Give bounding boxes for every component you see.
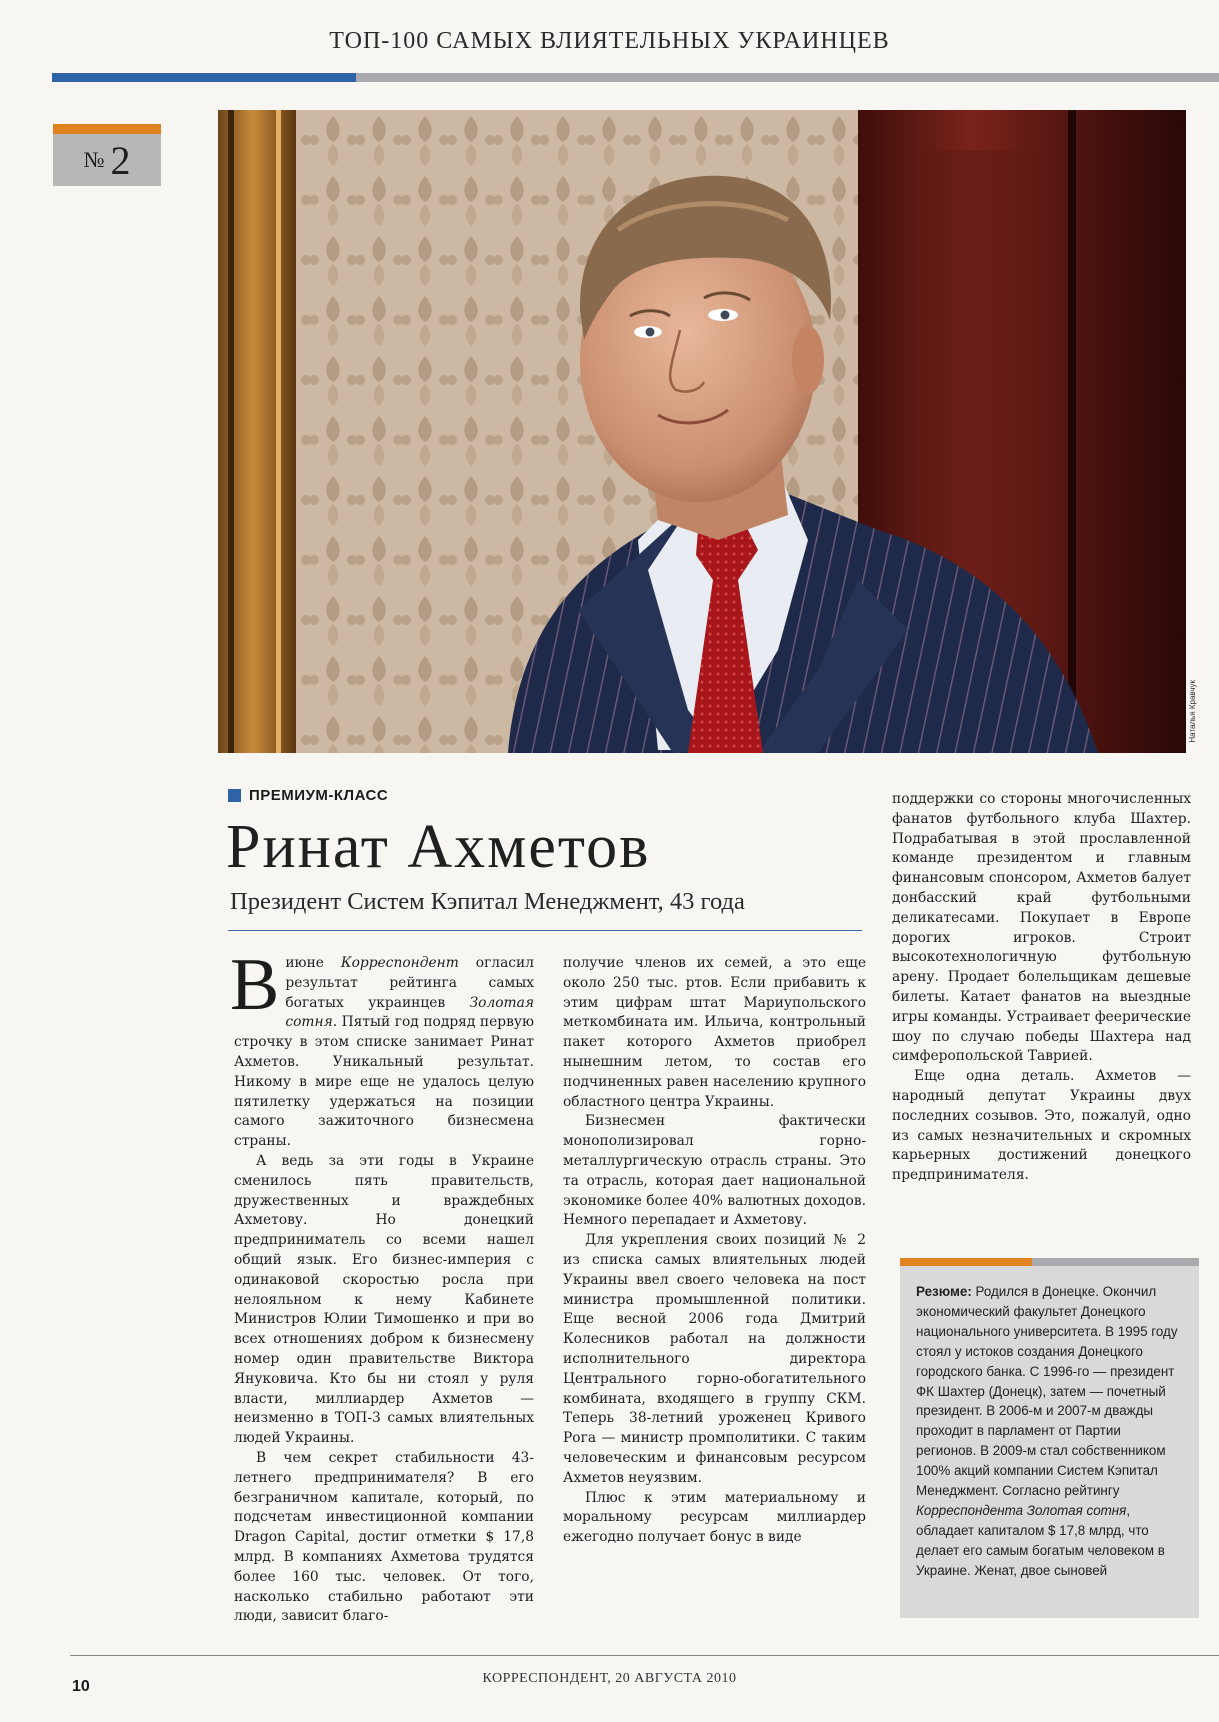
p1-text-a: июне [285,955,341,971]
resume-text-b: , обладает капиталом $ 17,8 млрд, что делает его самым богатым человеком в Украине. Женат, двое сыновей [916,1502,1165,1578]
portrait-photo [218,110,1186,753]
running-header-title: ТОП-100 САМЫХ ВЛИЯТЕЛЬНЫХ УКРАИНЦЕВ [329,28,890,54]
portrait-illustration [218,110,1186,753]
footer-publication: КОРРЕСПОНДЕНТ, 20 АВГУСТА 2010 [482,1671,737,1686]
drop-cap: В [230,944,280,1026]
rank-badge [53,134,161,186]
photo-credit: Наталья Кравчук [1188,680,1197,743]
resume-accent-gray [1032,1258,1199,1266]
resume-text-a: Родился в Донецке. Окончил экономический факультет Донецкого национального университета. В 1995 году стоял у истоков создания Донецкого городского банка. С 1996-го — президент ФК Шахтер (Донецк), затем — почетный президент. В 2006-м и 2007-м дважды проходит в парламент от Партии регионов. В 2009-м стал собственником 100% акций компании Систем Кэпитал Менеджмент. Согласно рейтингу [916,1284,1178,1499]
paragraph-3-continued: получие членов их семей, а это еще около 250 тыс. ртов. Если прибавить к этим цифрам штат Мариупольского меткомбината им. Ильича, контрольный пакет которого Ахметов приобрел нынешним летом, то состав его подчиненных равен населению крупного областного центра Украины. [563,955,866,1110]
paragraph-3: В чем секрет стабильности 43-летнего предпринимателя? В его безграничном капитале, который, по подсчетам инвестиционной компании Dragon Capital, достиг отметки $ 17,8 млрд. В компаниях Ахметова трудятся более 160 тыс. человек. От того, насколько стабильно работают эти люди, зависит благо- [234,1449,534,1625]
paragraph-7: Еще одна деталь. Ахметов — народный депутат Украины двух последних созывов. Это, пожалуй, одно из самых незначительных и скромных карьерных достижений донецкого предпринимателя. [892,1068,1191,1184]
resume-accent-orange [900,1258,1032,1266]
section-marker [228,789,241,802]
footer-rule [70,1655,1219,1656]
header-bar-gray [356,73,1219,82]
article-column-3 [892,790,1191,1186]
paragraph-6-continued: поддержки со стороны многочисленных фанатов футбольного клуба Шахтер. Подрабатывая в этой прославленной команде президентом и главным финансовым спонсором, Ахметов балует донбасский край футбольными деликатесами. Покупает в Европе дорогих игроков. Строит высокотехнологичную футбольную арену. Продает болельщикам дешевые билеты. Катает фанатов на выездные игры команды. Устраивает феерические шоу по случаю победы Шахтера над симферопольской Таврией. [892,791,1191,1065]
header-bar-blue [52,73,356,82]
resume-label: Резюме: [916,1284,972,1299]
resume-rating-name: Корреспондента Золотая сотня [916,1502,1127,1518]
page-number: 10 [72,1678,90,1695]
resume-box [900,1266,1199,1618]
p1-text-b: огласил результат рейтинга самых богатых украинцев [285,955,534,1011]
article-column-1 [230,944,534,1627]
paragraph-6: Плюс к этим материальному и моральному ресурсам миллиардер ежегодно получает бонус в виде [563,1489,866,1546]
rank-number: 2 [110,137,131,183]
p1-magazine-name: Корреспондент [340,955,459,971]
p1-text-c: . Пятый год подряд первую строчку в этом списке занимает Ринат Ахметов. Уникальный результат. Никому в мире еще не удалось целую пятилетку удержаться на позиции самого зажиточного бизнесмена страны. [234,1014,534,1150]
p1-rating-name: Золотая сотня [285,994,534,1031]
paragraph-5: Для укрепления своих позиций № 2 из списка самых влиятельных людей Украины ввел своего человека на пост министра промышленной политики. Еще весной 2006 года Дмитрий Колесников работал на должности исполнительного директора Центрального горно-обогатительного комбината, входящего в группу СКМ. Теперь 38-летний уроженец Кривого Рога — министр промполитики. С таким человеческим и финансовым ресурсом Ахметов неуязвим. [563,1232,866,1486]
article-subtitle: Президент Систем Кэпитал Менеджмент, 43 года [230,888,745,915]
rank-prefix: № [83,147,105,172]
subtitle-divider [228,930,862,931]
article-headline: Ринат Ахметов [226,813,651,881]
article-column-2 [563,954,866,1548]
paragraph-2: А ведь за эти годы в Украине сменилось пять правительств, дружественных и враждебных Ахметову. Но донецкий предприниматель со всеми нашел общий язык. Его бизнес-империя с одинаковой скоростью росла при нелояльном к нему Кабинете Министров Юлии Тимошенко и при во всех отношениях добром к бизнесмену номер один правительстве Виктора Януковича. Кто бы ни стоял у руля власти, миллиардер Ахметов — неизменно в ТОП-3 самых влиятельных людей Украины. [234,1152,534,1447]
section-label-text: ПРЕМИУМ-КЛАСС [249,787,389,804]
paragraph-1 [230,944,534,1152]
section-label [228,787,388,804]
paragraph-4: Бизнесмен фактически монополизировал горно-металлургическую отрасль страны. Это та отрасль, которая дает национальной экономике более 40% валютных доходов. Немного перепадает и Ахметову. [563,1113,866,1229]
rank-badge-accent [53,124,161,134]
